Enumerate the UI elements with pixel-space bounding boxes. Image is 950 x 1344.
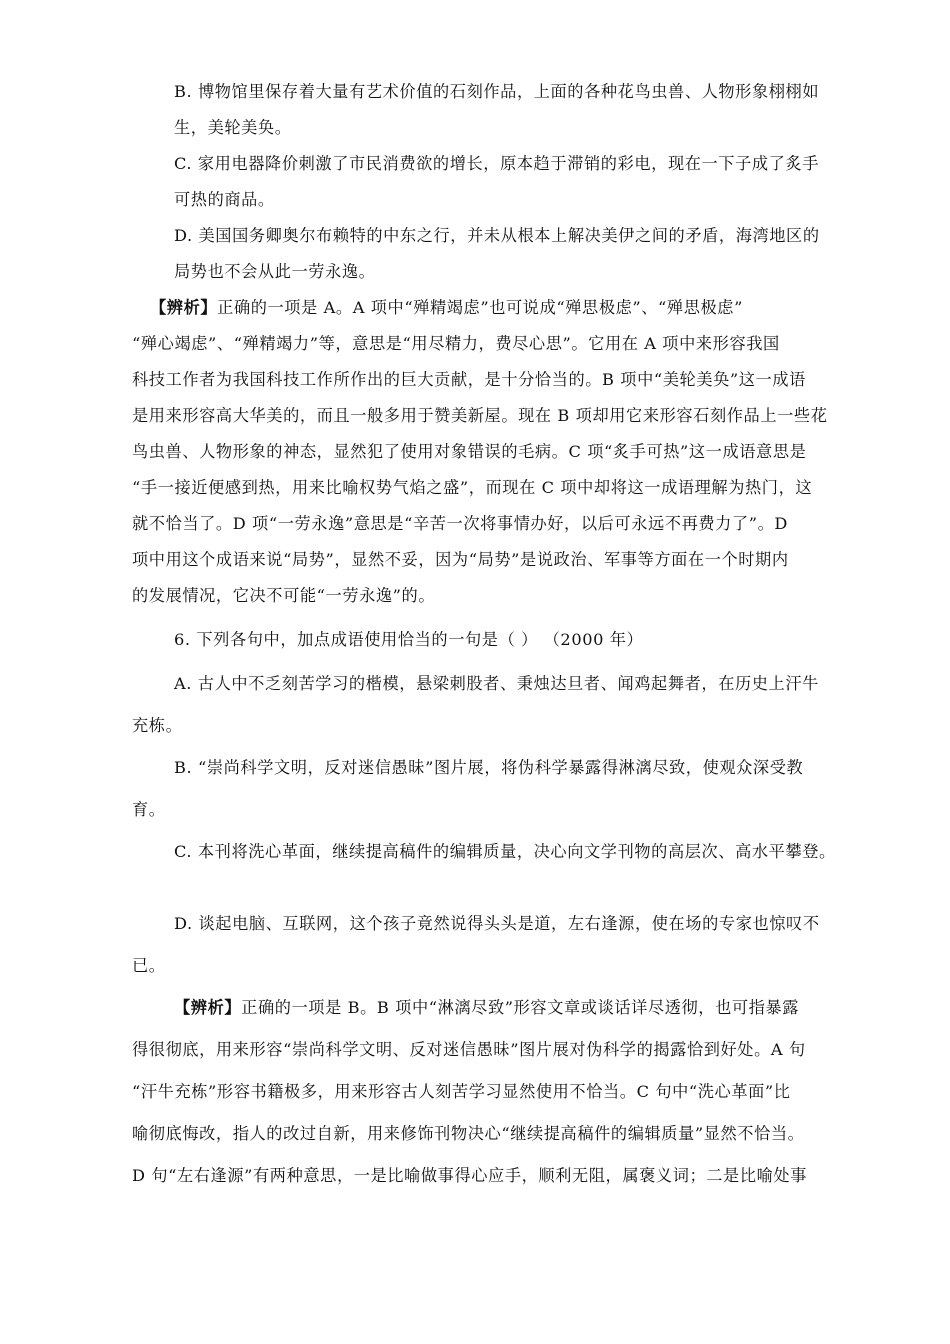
analysis-1-line-7: 就不恰当了。D 项“一劳永逸”意思是“辛苦一次将事情办好，以后可永远不再费力了”。D [132,514,788,533]
option-b-line-1: B. 博物馆里保存着大量有艺术价值的石刻作品，上面的各种花鸟虫兽、人物形象栩栩如 [174,82,820,101]
analysis-2-line-1: 【辨析】正确的一项是 B。B 项中“淋漓尽致”形容文章或谈话详尽透彻，也可指暴露 [174,998,800,1017]
analysis-1-line-5: 鸟虫兽、人物形象的神态，显然犯了使用对象错误的毛病。C 项“炙手可热”这一成语意思是 [132,442,807,461]
analysis-1-line-1: 【辨析】正确的一项是 A。A 项中“殚精竭虑”也可说成“殚思极虑”、“殚思极虑” [150,298,743,317]
analysis-2-line-4: 喻彻底悔改，指人的改过自新，用来修饰刊物决心“继续提高稿件的编辑质量”显然不恰当。 [132,1124,805,1143]
analysis-1-line-3: 科技工作者为我国科技工作所作出的巨大贡献，是十分恰当的。B 项中“美轮美奂”这一成语 [132,370,806,389]
analysis-label: 【辨析】 [150,298,218,317]
question-6-option-c-line-1: C. 本刊将洗心革面，继续提高稿件的编辑质量，决心向文学刊物的高层次、高水平攀登。 [174,842,836,861]
analysis-2-line-5: D 句“左右逢源”有两种意思，一是比喻做事得心应手，顺利无阻，属褒义词；二是比喻处事 [132,1166,807,1185]
analysis-1-line-2: “殚心竭虑”、“殚精竭力”等，意思是“用尽精力，费尽心思”。它用在 A 项中来形容我国 [132,334,780,353]
analysis-2-line-3: “汗牛充栋”形容书籍极多，用来形容古人刻苦学习显然使用不恰当。C 句中“洗心革面”比 [132,1082,791,1101]
analysis-1-line-6: “手一接近便感到热，用来比喻权势气焰之盛”，而现在 C 项中却将这一成语理解为热门，这 [132,478,813,497]
option-c-line-2: 可热的商品。 [174,190,275,209]
option-d-line-1: D. 美国国务卿奥尔布赖特的中东之行，并未从根本上解决美伊之间的矛盾，海湾地区的 [174,226,820,245]
question-6-option-a-line-2: 充栋。 [132,716,183,735]
question-6-option-d-line-2: 已。 [132,956,166,975]
option-c-line-1: C. 家用电器降价刺激了市民消费欲的增长，原本趋于滞销的彩电，现在一下子成了炙手 [174,154,820,173]
option-d-line-2: 局势也不会从此一劳永逸。 [174,262,376,281]
question-6-option-b-line-1: B. “崇尚科学文明，反对迷信愚昧”图片展，将伪科学暴露得淋漓尽致，使观众深受教 [174,758,804,777]
question-6-option-b-line-2: 育。 [132,800,166,819]
question-6-option-d-line-1: D. 谈起电脑、互联网，这个孩子竟然说得头头是道，左右逢源，使在场的专家也惊叹不 [174,914,820,933]
analysis-1-line-8: 项中用这个成语来说“局势”，显然不妥，因为“局势”是说政治、军事等方面在一个时期内 [132,550,789,569]
analysis-label: 【辨析】 [174,998,242,1017]
option-b-line-2: 生，美轮美奂。 [174,118,292,137]
analysis-1-line-9: 的发展情况，它决不可能“一劳永逸”的。 [132,586,436,605]
question-6-stem: 6. 下列各句中，加点成语使用恰当的一句是（ ） （2000 年） [174,630,644,649]
analysis-1-line-4: 是用来形容高大华美的，而且一般多用于赞美新屋。现在 B 项却用它来形容石刻作品上一些花 [132,406,828,425]
question-6-option-a-line-1: A. 古人中不乏刻苦学习的楷模，悬梁刺股者、秉烛达旦者、闻鸡起舞者，在历史上汗牛 [174,674,819,693]
analysis-2-line-2: 得很彻底，用来形容“崇尚科学文明、反对迷信愚昧”图片展对伪科学的揭露恰到好处。A 句 [132,1040,806,1059]
